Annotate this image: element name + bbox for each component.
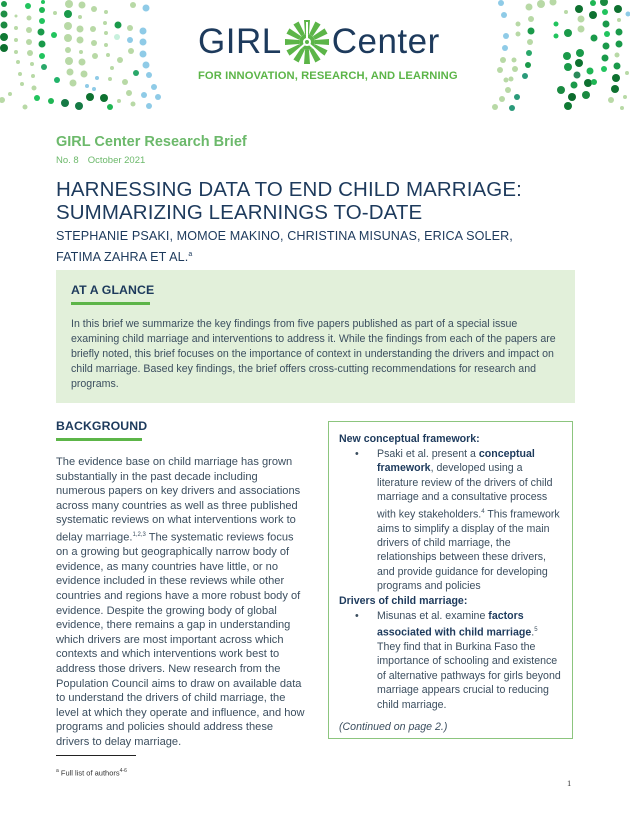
background-section: [56, 419, 306, 750]
citation-superscript: 1,2,3: [132, 531, 146, 538]
title-line-1: HARNESSING DATA TO END CHILD MARRIAGE:: [56, 178, 522, 201]
starburst-logo-icon: [284, 19, 330, 65]
title-line-2: SUMMARIZING LEARNINGS TO-DATE: [56, 201, 423, 224]
page-title: [56, 178, 522, 224]
logo-word-girl: GIRL: [198, 22, 282, 61]
background-heading: BACKGROUND: [56, 419, 148, 433]
at-a-glance-heading: AT A GLANCE: [71, 283, 155, 297]
list-item: [339, 609, 562, 712]
brief-number: No. 8: [56, 155, 79, 166]
authors-line-1: STEPHANIE PSAKI, MOMOE MAKINO, CHRISTINA MISUNAS, ERICA SOLER,: [56, 229, 513, 243]
background-text: The evidence base on child marriage has grown substantially in the past decade including numerous papers on key drivers and associations across many countries as well as three published systematic reviews on what interventions work to delay marriage.$^{1,2,3}$ The systematic reviews focus on a growing but geographically narrow body of evidence, as many countries have little, or no evidence included in these reviews while other countries and regions have a more robust body of evidence. Despite the growing body of global evidence, there remains a gap in understanding which drivers are most important across which contexts and which interventions work best to address those drivers. New research from the Population Council aims to draw on available data to understand the drivers of child marriage, the level at which they operate and influence, and how programs and policies should address these drivers to delay marriage.: [56, 456, 305, 748]
brief-issue-info: [56, 155, 154, 166]
logo-word-center: Center: [331, 22, 440, 61]
brief-series-label: GIRL Center Research Brief: [56, 134, 247, 150]
heading-underline: [71, 302, 150, 305]
decorative-dots-right: [480, 0, 630, 115]
list-item: [339, 447, 562, 594]
logo-tagline: FOR INNOVATION, RESEARCH, AND LEARNING: [198, 70, 458, 82]
brief-date: October 2021: [87, 155, 146, 166]
heading-underline: [56, 438, 142, 441]
at-a-glance-text: In this brief we summarize the key findings from five papers published as part of a special issue examining child marriage and interventions to address it. While the findings from each of the papers are briefly noted, this brief focuses on the importance of context in understanding the drivers and impact on child marriage. Based key findings, the brief offers cross-cutting recommendations for research and programs.: [71, 318, 556, 390]
sidebox-heading-drivers: Drivers of child marriage:: [339, 594, 468, 607]
findings-sidebox: [328, 421, 573, 739]
authors: [56, 228, 513, 266]
girl-center-logo: [198, 20, 458, 90]
list-item-text: Psaki et al. present a conceptual framework, developed using a literature review of the drivers of child marriage and a consultative process with key stakeholders.$^4$ This framework aims to simplify a display of the main drivers of child marriage, the relationships between these drivers, and provide guidance for developing programs and policies: [377, 448, 560, 593]
list-item-text: Misunas et al. examine factors associated with child marriage.$^5$ They find that in Burkina Faso the importance of schooling and existence of alternative pathways for girls beyond marriage appears crucial to reducing child marriage.: [377, 609, 561, 711]
footnote-rule: [56, 755, 136, 756]
bullet-icon: •: [355, 609, 359, 622]
page-number: 1: [567, 778, 572, 788]
authors-footnote-marker: a: [188, 250, 193, 258]
at-a-glance-box: [56, 270, 575, 403]
footnote: $^a$ Full list of authors$^{4-6}$: [56, 768, 127, 778]
bullet-icon: •: [355, 448, 359, 460]
sidebox-heading-framework: New conceptual framework:: [339, 433, 480, 445]
authors-line-2: FATIMA ZAHRA ET AL.: [56, 249, 189, 264]
continued-note: (Continued on page 2.): [339, 720, 448, 733]
decorative-dots-left: [0, 0, 165, 115]
